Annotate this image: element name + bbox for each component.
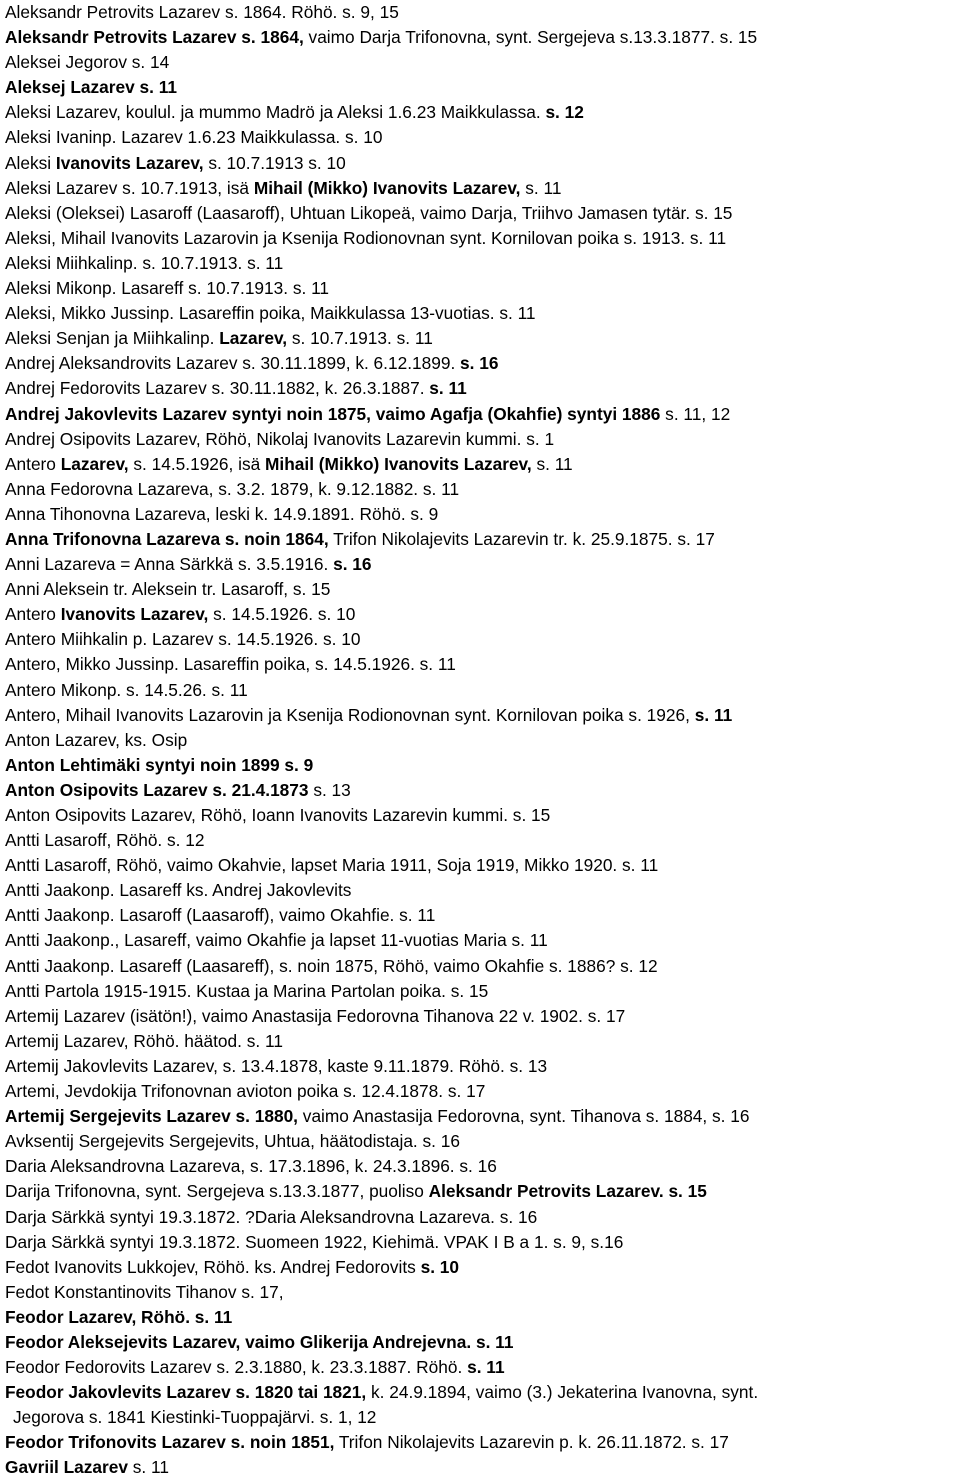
index-entry: [5, 1305, 957, 1330]
entry-text: Antero, Mihail Ivanovits Lazarovin ja Ksenija Rodionovnan synt. Kornilovan poika s. 1926,: [5, 704, 695, 725]
index-entry: [5, 351, 957, 376]
index-document: [5, 0, 957, 1481]
entry-text: Antti Jaakonp. Lasareff (Laasareff), s. noin 1875, Röhö, vaimo Okahfie s. 1886? s. 12: [5, 955, 658, 976]
entry-text-bold: Aleksandr Petrovits Lazarev. s. 15: [428, 1181, 707, 1202]
index-entry: [5, 100, 957, 125]
entry-text: Darja Särkkä syntyi 19.3.1872. ?Daria Aleksandrovna Lazareva. s. 16: [5, 1206, 538, 1227]
index-entry: [5, 452, 957, 477]
entry-text: Trifon Nikolajevits Lazarevin p. k. 26.11.1872. s. 17: [334, 1432, 729, 1453]
index-entry: [5, 627, 957, 652]
entry-text: s. 14.5.1926, isä: [128, 453, 266, 474]
index-entry: [5, 1380, 957, 1405]
entry-text: Aleksi (Oleksei) Lasaroff (Laasaroff), Uhtuan Likopeä, vaimo Darja, Triihvo Jamasen tytär. s. 15: [5, 202, 733, 223]
entry-text-bold: Mihail (Mikko) Ivanovits Lazarev,: [265, 453, 532, 474]
entry-text: Avksentij Sergejevits Sergejevits, Uhtua, häätodistaja. s. 16: [5, 1131, 460, 1152]
index-entry: [5, 75, 957, 100]
entry-text: Antero: [5, 453, 61, 474]
entry-text: Aleksi Miihkalinp. s. 10.7.1913. s. 11: [5, 252, 284, 273]
index-entry: [5, 753, 957, 778]
entry-text: Aleksi Mikonp. Lasareff s. 10.7.1913. s. 11: [5, 278, 330, 299]
index-entry: [5, 979, 957, 1004]
index-entry: [5, 1004, 957, 1029]
index-entry: [5, 1455, 957, 1480]
entry-text-bold: s. 16: [460, 353, 499, 374]
entry-text: Artemij Jakovlevits Lazarev, s. 13.4.1878, kaste 9.11.1879. Röhö. s. 13: [5, 1055, 548, 1076]
index-entry: [5, 1330, 957, 1355]
entry-text: Antti Partola 1915-1915. Kustaa ja Marina Partolan poika. s. 15: [5, 980, 489, 1001]
entry-text: Antti Lasaroff, Röhö. s. 12: [5, 830, 205, 851]
entry-text: Antti Jaakonp. Lasareff ks. Andrej Jakovlevits: [5, 880, 352, 901]
entry-text: s. 11: [127, 1457, 169, 1478]
index-entry: [5, 602, 957, 627]
entry-text: Aleksei Jegorov s. 14: [5, 52, 170, 73]
entry-text: Anna Tihonovna Lazareva, leski k. 14.9.1891. Röhö. s. 9: [5, 503, 439, 524]
entry-text: Feodor Fedorovits Lazarev s. 2.3.1880, k. 23.3.1887. Röhö.: [5, 1357, 468, 1378]
index-entry: [5, 176, 957, 201]
entry-text: Anni Lazareva = Anna Särkkä s. 3.5.1916.: [5, 554, 334, 575]
entry-text: Darja Särkkä syntyi 19.3.1872. Suomeen 1922, Kiehimä. VPAK I B a 1. s. 9, s.16: [5, 1231, 624, 1252]
entry-text: Andrej Fedorovits Lazarev s. 30.11.1882, k. 26.3.1887.: [5, 378, 430, 399]
entry-text: s. 10.7.1913. s. 11: [287, 328, 433, 349]
entry-text-bold: Lazarev,: [60, 453, 129, 474]
index-entry: [5, 251, 957, 276]
entry-text-bold: s. 16: [333, 554, 372, 575]
entry-text: Aleksi Lazarev, koulul. ja mummo Madrö ja Aleksi 1.6.23 Maikkulassa.: [5, 102, 546, 123]
entry-text: s. 11: [531, 453, 573, 474]
index-entry: [5, 853, 957, 878]
entry-text-bold: Feodor Lazarev, Röhö. s. 11: [5, 1306, 233, 1327]
index-entry: [5, 1179, 957, 1204]
index-entry: [5, 376, 957, 401]
index-entry: [5, 527, 957, 552]
entry-text: s. 10.7.1913 s. 10: [203, 152, 346, 173]
entry-text-bold: Feodor Jakovlevits Lazarev s. 1820 tai 1821,: [5, 1382, 367, 1403]
index-entry: [5, 477, 957, 502]
entry-text-bold: Anna Trifonovna Lazareva s. noin 1864,: [5, 528, 329, 549]
entry-text-bold: Aleksej Lazarev s. 11: [5, 77, 177, 98]
entry-text-bold: s. 12: [545, 102, 584, 123]
index-entry: [5, 1230, 957, 1255]
entry-text: Aleksi, Mihail Ivanovits Lazarovin ja Ksenija Rodionovnan synt. Kornilovan poika s. 1913. s. 11: [5, 227, 727, 248]
index-entry: [5, 1280, 957, 1305]
index-entry: [5, 201, 957, 226]
index-entry: [5, 928, 957, 953]
entry-text: vaimo Anastasija Fedorovna, synt. Tihanova s. 1884, s. 16: [298, 1106, 750, 1127]
entry-text: Aleksi Lazarev s. 10.7.1913, isä: [5, 177, 254, 198]
entry-text: Antti Jaakonp. Lasaroff (Laasaroff), vaimo Okahfie. s. 11: [5, 905, 436, 926]
entry-text: vaimo Darja Trifonovna, synt. Sergejeva s.13.3.1877. s. 15: [303, 27, 758, 48]
entry-text-bold: Mihail (Mikko) Ivanovits Lazarev,: [253, 177, 521, 198]
entry-text: Aleksi Ivaninp. Lazarev 1.6.23 Maikkulassa. s. 10: [5, 127, 383, 148]
index-entry: [5, 703, 957, 728]
index-entry: [5, 226, 957, 251]
entry-text-bold: Anton Osipovits Lazarev s. 21.4.1873: [5, 779, 309, 800]
index-entry: [5, 678, 957, 703]
entry-text: k. 24.9.1894, vaimo (3.) Jekaterina Ivanovna, synt.: [366, 1382, 759, 1403]
entry-text: Aleksandr Petrovits Lazarev s. 1864. Röhö. s. 9, 15: [5, 2, 399, 22]
entry-text: Aleksi: [5, 152, 56, 173]
entry-text: Trifon Nikolajevits Lazarevin tr. k. 25.9.1875. s. 17: [328, 528, 715, 549]
entry-text-bold: Anton Lehtimäki syntyi noin 1899 s. 9: [5, 754, 314, 775]
index-entry: [5, 552, 957, 577]
entry-text: Antti Jaakonp., Lasareff, vaimo Okahfie ja lapset 11-vuotias Maria s. 11: [5, 930, 548, 951]
index-entry: [5, 728, 957, 753]
entry-text: Artemi, Jevdokija Trifonovnan avioton poika s. 12.4.1878. s. 17: [5, 1081, 486, 1102]
entry-text-bold: s. 11: [467, 1357, 505, 1378]
entry-text: Aleksi Senjan ja Miihkalinp.: [5, 328, 220, 349]
entry-text: Anton Lazarev, ks. Osip: [5, 729, 188, 750]
entry-text: Aleksi, Mikko Jussinp. Lasareffin poika, Maikkulassa 13-vuotias. s. 11: [5, 303, 536, 324]
entry-text: s. 13: [308, 779, 351, 800]
entry-text: Antero Miihkalin p. Lazarev s. 14.5.1926. s. 10: [5, 629, 361, 650]
entry-text: Anton Osipovits Lazarev, Röhö, Ioann Ivanovits Lazarevin kummi. s. 15: [5, 805, 551, 825]
index-entry: [5, 1054, 957, 1079]
index-entry: [5, 1255, 957, 1280]
entry-text: Andrej Aleksandrovits Lazarev s. 30.11.1899, k. 6.12.1899.: [5, 353, 461, 374]
index-entry: [5, 903, 957, 928]
entry-text: s. 11, 12: [660, 403, 731, 424]
index-entry: [5, 326, 957, 351]
entry-text: s. 11: [520, 177, 562, 198]
entry-text: Antero Mikonp. s. 14.5.26. s. 11: [5, 679, 248, 700]
entry-text-bold: s. 11: [429, 378, 467, 399]
index-entry: [5, 0, 957, 25]
entry-text: Artemij Lazarev (isätön!), vaimo Anastasija Fedorovna Tihanova 22 v. 1902. s. 17: [5, 1005, 626, 1026]
entry-text: s. 14.5.1926. s. 10: [208, 604, 356, 625]
index-entry: [5, 301, 957, 326]
entry-text-bold: Artemij Sergejevits Lazarev s. 1880,: [5, 1106, 298, 1127]
index-entry: [5, 502, 957, 527]
index-entry: [5, 50, 957, 75]
index-entry: [5, 1154, 957, 1179]
entry-text: Antti Lasaroff, Röhö, vaimo Okahvie, lapset Maria 1911, Soja 1919, Mikko 1920. s. 11: [5, 855, 659, 876]
entry-text: Fedot Ivanovits Lukkojev, Röhö. ks. Andrej Fedorovits: [5, 1256, 421, 1277]
entry-text: Jegorova s. 1841 Kiestinki-Tuoppajärvi. s. 1, 12: [13, 1407, 377, 1428]
entry-text-bold: Ivanovits Lazarev,: [60, 604, 209, 625]
entry-text: Anni Aleksein tr. Aleksein tr. Lasaroff, s. 15: [5, 579, 331, 600]
index-entry: [5, 1405, 957, 1430]
entry-text-bold: s. 11: [694, 704, 733, 725]
entry-text: Andrej Osipovits Lazarev, Röhö, Nikolaj Ivanovits Lazarevin kummi. s. 1: [5, 428, 555, 449]
index-entry: [5, 828, 957, 853]
index-entry: [5, 1129, 957, 1154]
index-entry: [5, 1104, 957, 1129]
index-entry: [5, 577, 957, 602]
entry-text-bold: Andrej Jakovlevits Lazarev syntyi noin 1875, vaimo Agafja (Okahfie) syntyi 1886: [5, 403, 661, 424]
index-entry: [5, 652, 957, 677]
entry-text-bold: Lazarev,: [219, 328, 288, 349]
index-entry: [5, 954, 957, 979]
entry-text-bold: Aleksandr Petrovits Lazarev s. 1864,: [5, 27, 304, 48]
index-entry: [5, 778, 957, 803]
entry-text: Anna Fedorovna Lazareva, s. 3.2. 1879, k. 9.12.1882. s. 11: [5, 478, 460, 499]
index-entry: [5, 878, 957, 903]
index-entry: [5, 1355, 957, 1380]
entry-text-bold: Feodor Trifonovits Lazarev s. noin 1851,: [5, 1432, 335, 1453]
index-entry: [5, 151, 957, 176]
index-entry: [5, 1430, 957, 1455]
index-entry: [5, 1029, 957, 1054]
entry-text: Daria Aleksandrovna Lazareva, s. 17.3.1896, k. 24.3.1896. s. 16: [5, 1156, 497, 1177]
entry-text-bold: s. 10: [420, 1256, 460, 1277]
entry-text: Artemij Lazarev, Röhö. häätod. s. 11: [5, 1030, 283, 1051]
entry-text: Antero, Mikko Jussinp. Lasareffin poika, s. 14.5.1926. s. 11: [5, 654, 456, 675]
index-entry: [5, 803, 957, 828]
entry-text: Darija Trifonovna, synt. Sergejeva s.13.3.1877, puoliso: [5, 1181, 429, 1202]
index-entry: [5, 276, 957, 301]
index-entry: [5, 1205, 957, 1230]
entry-text-bold: Ivanovits Lazarev,: [55, 152, 204, 173]
index-entry: [5, 402, 957, 427]
index-entry: [5, 25, 957, 50]
index-entry: [5, 125, 957, 150]
index-entry: [5, 1079, 957, 1104]
index-entry: [5, 427, 957, 452]
entry-text: Fedot Konstantinovits Tihanov s. 17,: [5, 1281, 284, 1302]
entry-text-bold: Feodor Aleksejevits Lazarev, vaimo Glikerija Andrejevna. s. 11: [5, 1331, 514, 1352]
entry-text: Antero: [5, 604, 61, 625]
entry-text-bold: Gavriil Lazarev: [5, 1457, 128, 1478]
